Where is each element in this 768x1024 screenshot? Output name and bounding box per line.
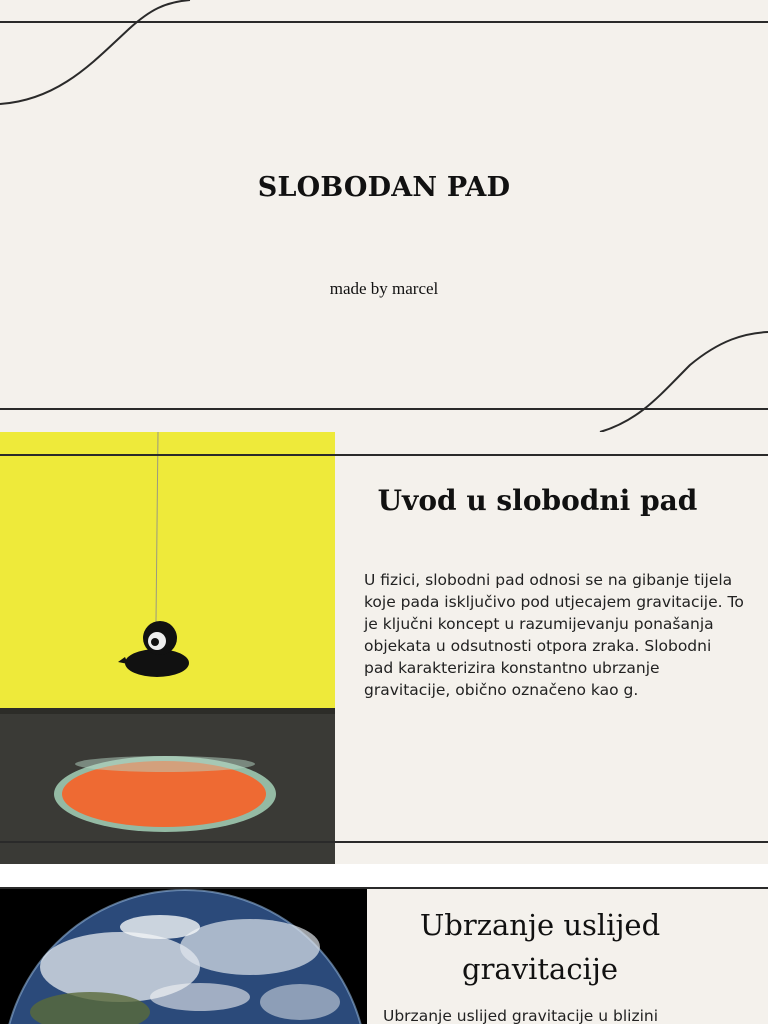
slide-title: Ubrzanje uslijed gravitacije — [419, 908, 661, 986]
top-divider-line — [0, 887, 768, 889]
slide-body-text: U fizici, slobodni pad odnosi se na gibanje tijela koje pada isključivo pod utjecajem gravitacije. To je ključni koncept u razumijevanju ponašanja objekata u odsutnosti otpora zraka. Slobodni pad karakterizira konstantno ubrzanje gravitacije, obično označeno kao g. — [364, 571, 744, 699]
earth-photo — [0, 887, 367, 1024]
intro-slide — [0, 432, 768, 864]
slide-body-text: Ubrzanje uslijed gravitacije u blizini — [383, 1007, 659, 1024]
presentation-subtitle: made by marcel — [329, 279, 439, 298]
presentation-title: SLOBODAN PAD — [257, 172, 511, 203]
title-slide — [0, 0, 768, 432]
decorative-curves — [0, 0, 768, 432]
top-divider-line — [0, 454, 768, 456]
bottom-divider-line — [0, 841, 768, 843]
slide-title: Uvod u slobodni pad — [377, 484, 698, 517]
bottom-divider-line — [0, 408, 768, 410]
gravity-slide — [0, 887, 768, 1024]
duck-photo — [0, 432, 335, 864]
